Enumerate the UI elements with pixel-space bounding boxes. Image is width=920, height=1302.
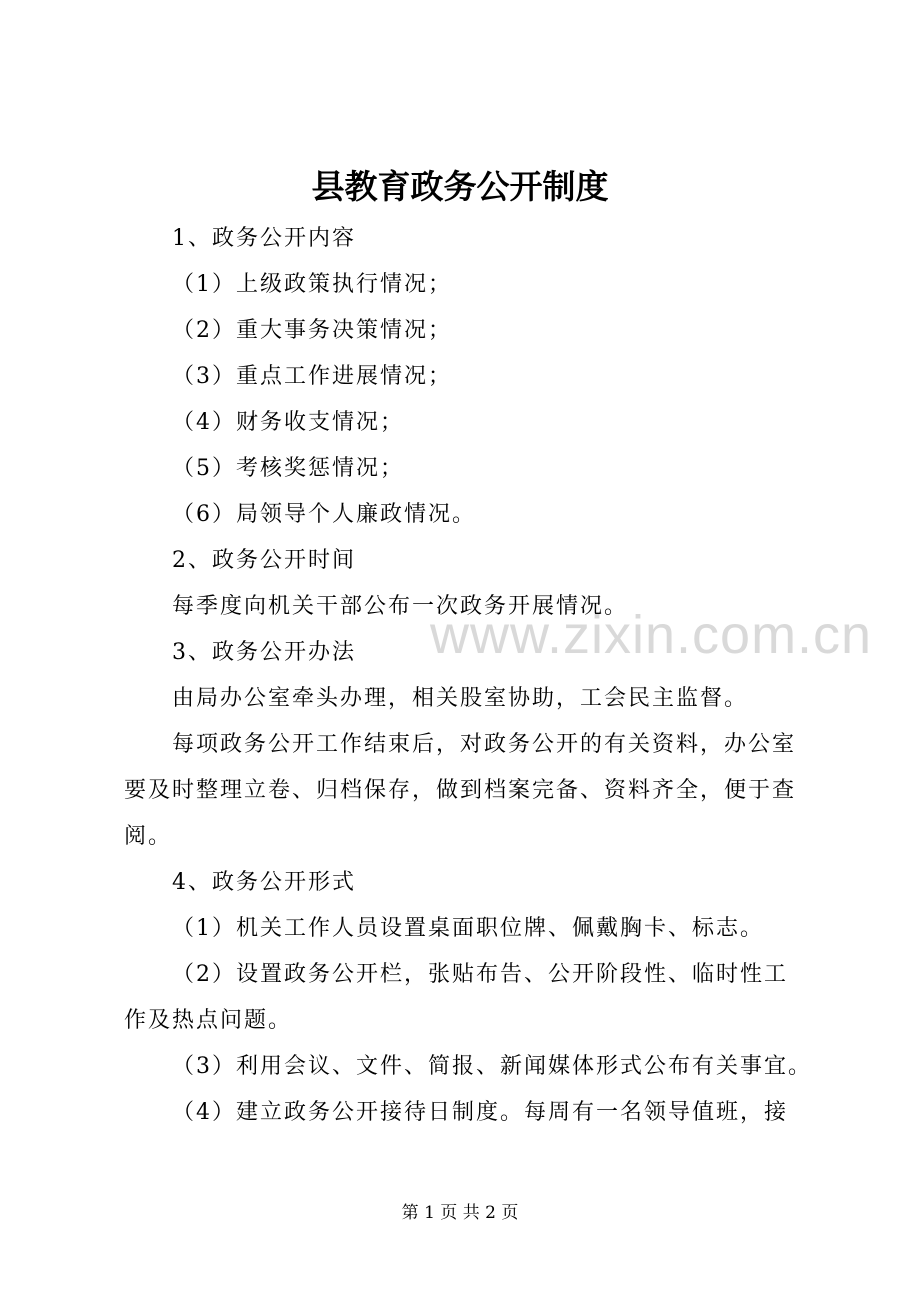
list-item: （3）利用会议、文件、简报、新闻媒体形式公布有关事宜。: [172, 1054, 812, 1079]
paragraph-line: 由局办公室牵头办理，相关股室协助，工会民主监督。: [172, 686, 749, 711]
paragraph-line: 阅。: [124, 824, 173, 849]
list-item: （6）局领导个人廉政情况。: [172, 502, 476, 527]
paragraph-line: 每项政务公开工作结束后，对政务公开的有关资料，办公室: [172, 732, 797, 757]
list-item: （1）机关工作人员设置桌面职位牌、佩戴胸卡、标志。: [172, 916, 764, 941]
paragraph-line: 要及时整理立卷、归档保存，做到档案完备、资料齐全，便于查: [124, 778, 797, 803]
list-item: （2）设置政务公开栏，张贴布告、公开阶段性、临时性工: [172, 962, 788, 987]
section-heading-2: 2、政务公开时间: [172, 548, 356, 573]
page-footer: 第 1 页 共 2 页: [401, 1203, 519, 1223]
list-item: （1）上级政策执行情况；: [172, 272, 452, 297]
section-heading-4: 4、政务公开形式: [172, 870, 356, 895]
document-title: 县教育政务公开制度: [311, 167, 609, 206]
list-item: （4）财务收支情况；: [172, 410, 404, 435]
list-item: （4）建立政务公开接待日制度。每周有一名领导值班，接: [172, 1100, 788, 1125]
section-heading-3: 3、政务公开办法: [172, 640, 356, 665]
list-item: （3）重点工作进展情况；: [172, 364, 452, 389]
list-item: （5）考核奖惩情况；: [172, 456, 404, 481]
paragraph-line: 每季度向机关干部公布一次政务开展情况。: [172, 594, 629, 619]
watermark: www.zixin.com.cn: [430, 605, 873, 665]
list-item: 作及热点问题。: [124, 1008, 293, 1033]
list-item: （2）重大事务决策情况；: [172, 318, 452, 343]
section-heading-1: 1、政务公开内容: [172, 226, 356, 251]
